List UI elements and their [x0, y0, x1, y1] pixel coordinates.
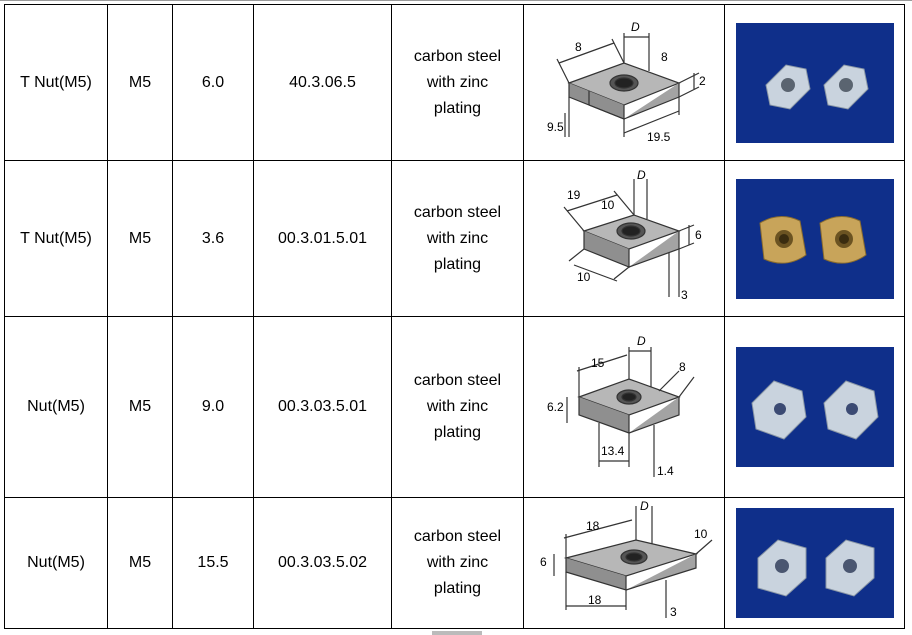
material-line: carbon steel [413, 203, 502, 221]
material-line: carbon steel [413, 372, 502, 389]
dim-label: 18 [588, 593, 602, 607]
dim-label: 6 [540, 555, 547, 569]
thread-size: M5 [108, 5, 173, 161]
nut-photo-image [736, 347, 894, 467]
technical-drawing [524, 5, 725, 161]
material-line: with zinc [426, 73, 489, 91]
material-cell [392, 161, 524, 317]
technical-drawing [524, 498, 725, 629]
material-line: plating [433, 580, 482, 597]
material-line: plating [433, 424, 482, 441]
material-line: with zinc [426, 554, 489, 571]
photo-panel [736, 23, 894, 143]
material-cell [392, 317, 524, 498]
technical-drawing [524, 317, 725, 498]
part-number: 00.3.03.5.02 [254, 498, 392, 629]
part-number: 40.3.06.5 [254, 5, 392, 161]
dim-label: 10 [577, 269, 591, 284]
table-row [5, 317, 905, 498]
product-name: Nut(M5) [5, 498, 108, 629]
dim-label: 19.5 [647, 129, 671, 144]
dim-label: 18 [586, 519, 600, 533]
weight-value: 9.0 [173, 317, 254, 498]
part-number: 00.3.01.5.01 [254, 161, 392, 317]
material-line: plating [433, 99, 482, 117]
material-line: with zinc [426, 229, 489, 247]
table-row [5, 498, 905, 629]
nut-drawing [529, 327, 719, 487]
material-cell [392, 5, 524, 161]
material-line: plating [433, 255, 482, 273]
product-name: Nut(M5) [5, 317, 108, 498]
dim-label: 10 [601, 197, 615, 212]
weight-value: 15.5 [173, 498, 254, 629]
nut-spec-table [4, 4, 905, 629]
dim-label: D [631, 19, 640, 34]
dim-label: D [640, 500, 649, 513]
product-photo [725, 498, 905, 629]
material-line: carbon steel [413, 528, 502, 545]
dim-label: 6.2 [547, 400, 564, 414]
photo-panel [736, 347, 894, 467]
material-line: with zinc [426, 398, 489, 415]
weight-value: 6.0 [173, 5, 254, 161]
nut-photo-image [736, 508, 894, 618]
photo-panel [736, 508, 894, 618]
material-line: carbon steel [413, 47, 502, 65]
weight-value: 3.6 [173, 161, 254, 317]
material-cell [392, 498, 524, 629]
top-rule [0, 0, 912, 1]
dim-label: 8 [679, 360, 686, 374]
photo-panel [736, 179, 894, 299]
dim-label: 1.4 [657, 464, 674, 478]
table-row [5, 161, 905, 317]
part-number: 00.3.03.5.01 [254, 317, 392, 498]
thread-size: M5 [108, 498, 173, 629]
dim-label: 8 [575, 39, 582, 54]
nut-photo-image [736, 179, 894, 299]
dim-label: 8 [661, 49, 668, 64]
dim-label: 19 [567, 187, 581, 202]
dim-label: 3 [681, 287, 688, 302]
nut-photo-image [736, 23, 894, 143]
product-photo [725, 317, 905, 498]
dim-label: D [637, 334, 646, 348]
dim-label: 13.4 [601, 444, 625, 458]
nut-drawing [526, 500, 722, 626]
product-name: T Nut(M5) [5, 5, 108, 161]
t-nut-drawing [529, 169, 719, 309]
dim-label: D [637, 168, 646, 182]
product-photo [725, 161, 905, 317]
dim-label: 10 [694, 527, 708, 541]
dim-label: 15 [591, 356, 605, 370]
t-nut-drawing [529, 13, 719, 153]
table-row [5, 5, 905, 161]
bottom-mark [432, 631, 482, 635]
dim-label: 9.5 [547, 119, 564, 134]
product-name: T Nut(M5) [5, 161, 108, 317]
dim-label: 2 [699, 73, 706, 88]
thread-size: M5 [108, 317, 173, 498]
dim-label: 6 [695, 227, 702, 242]
technical-drawing [524, 161, 725, 317]
product-photo [725, 5, 905, 161]
dim-label: 3 [670, 605, 677, 619]
thread-size: M5 [108, 161, 173, 317]
